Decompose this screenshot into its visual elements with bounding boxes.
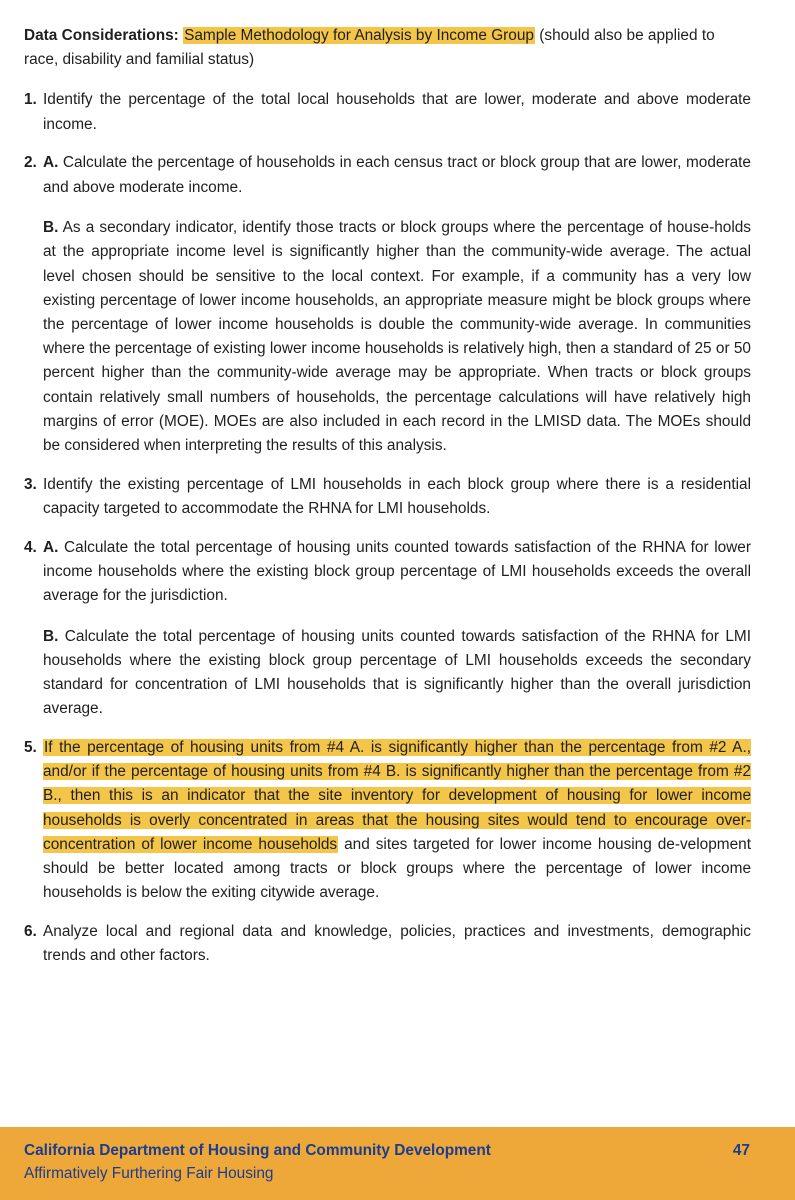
item-4a [43,536,751,609]
intro-label: Data Considerations: [24,27,179,44]
list-item-1 [24,88,751,136]
item-5-highlight: If the percentage of housing units from #4 A. is significantly higher than the percentage from #2 A., and/or if the percentage of housing units from #4 B. is significantly higher than the percentage from #2 B., then this is an indicator that the site inventory for development of housing for lower income households is overly concentrated in areas that the housing sites would tend to encourage over-concentration of lower income households [43,739,751,853]
list-item-4 [24,536,751,722]
page-number: 47 [732,1142,750,1159]
footer-subtitle: Affirmatively Furthering Fair Housing [24,1165,274,1182]
sub-label-a: A. [43,154,59,172]
item-number: 6. [24,923,37,940]
sub-label-b: B. [43,219,59,237]
item-text: Analyze local and regional data and knowledge, policies, practices and investments, demographic trends and other factors. [43,923,751,965]
item-2a [43,151,751,199]
footer-org: California Department of Housing and Community Development [24,1142,491,1159]
item-4b-text: Calculate the total percentage of housing units counted towards satisfaction of the RHNA for LMI households where the existing block group percentage of LMI households exceeds the secondary standard for concentration of LMI households that is significantly higher than the overall jurisdiction average. [43,627,751,718]
list-item-6 [24,920,751,968]
item-number: 4. [24,538,37,556]
item-2b-text: As a secondary indicator, identify those tracts or block groups where the percentage of house-holds at the appropriate income level is significantly higher than the community-wide average. The actual level chosen should be sensitive to the local context. For example, if a community has a very low existing percentage of lower income households, an appropriate measure might be block groups where the percentage of lower income households is double the community-wide average. In communities where the percentage of existing lower income households is relatively high, then a standard of 25 or 50 percent higher than the community-wide average may be appropriate. When tracts or block groups contain relatively small numbers of households, the percentage calculations will have relatively high margins of error (MOE). MOEs are also included in each record in the LMISD data. The MOEs should be considered when interpreting the results of this analysis. [43,219,751,455]
item-number: 3. [24,475,37,493]
item-number: 5. [24,739,37,757]
list-item-2 [24,151,751,458]
sub-label-a: A. [43,538,59,556]
sub-label-b: B. [43,627,59,645]
data-considerations-intro [24,24,751,72]
document-body [24,24,751,983]
page-footer [0,1127,795,1200]
item-text: Identify the percentage of the total local households that are lower, moderate and above moderate income. [43,91,751,133]
intro-rest: (should also be applied to race, disability and familial status) [24,27,715,69]
item-2b [43,216,751,458]
item-number: 1. [24,91,37,109]
list-item-3 [24,473,751,521]
item-5-rest: and sites targeted for lower income housing de-velopment should be better located among tracts or block groups where the percentage of lower income households is below the exiting citywide average. [43,835,751,902]
intro-highlight: Sample Methodology for Analysis by Income Group [184,27,534,44]
item-text: Identify the existing percentage of LMI households in each block group where there is a residential capacity targeted to accommodate the RHNA for LMI households. [43,475,751,517]
list-item-5 [24,736,751,905]
item-number: 2. [24,154,37,172]
item-text [43,736,751,905]
item-4a-text: Calculate the total percentage of housing units counted towards satisfaction of the RHNA for lower income households where the existing block group percentage of LMI households exceeds the overall average for the jurisdiction. [43,538,751,605]
item-4b [43,625,751,722]
item-2a-text: Calculate the percentage of households in each census tract or block group that are lower, moderate and above moderate income. [43,154,751,196]
